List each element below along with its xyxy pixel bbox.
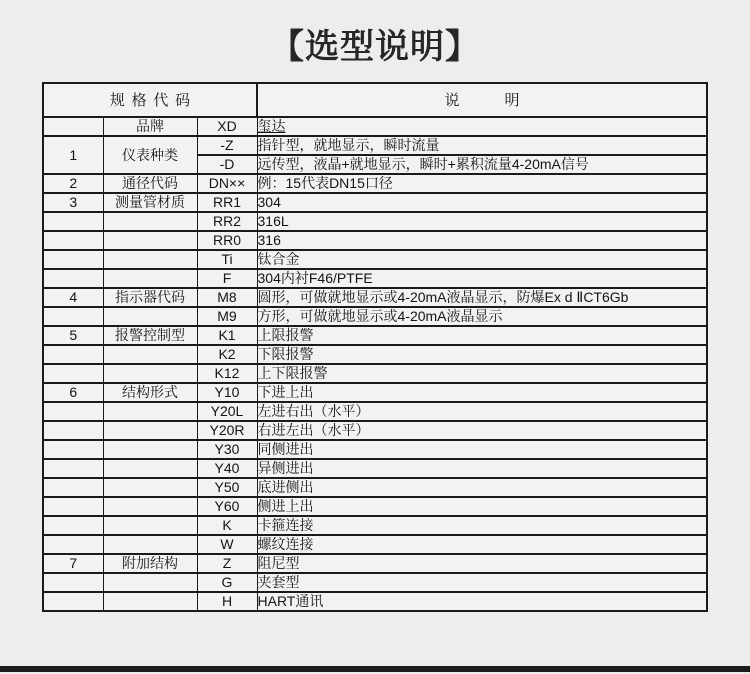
description-text: 远传型，液晶+就地显示，瞬时+累积流量4-20mA信号 (257, 156, 589, 172)
description-cell (257, 212, 707, 231)
group-number-cell (43, 535, 103, 554)
category-cell: 品牌 (103, 117, 197, 136)
description-cell (257, 174, 707, 193)
code-cell: M8 (197, 288, 257, 307)
description-text: 上限报警 (257, 327, 314, 343)
table-row (43, 326, 707, 345)
code-cell: F (197, 269, 257, 288)
code-cell: Y60 (197, 497, 257, 516)
description-text: 下限报警 (257, 346, 314, 362)
description-cell (257, 592, 707, 611)
code-cell: RR0 (197, 231, 257, 250)
table-row (43, 364, 707, 383)
category-cell (103, 421, 197, 440)
category-cell (103, 345, 197, 364)
category-cell: 仪表种类 (103, 136, 197, 174)
code-cell: G (197, 573, 257, 592)
category-cell (103, 573, 197, 592)
category-cell: 报警控制型 (103, 326, 197, 345)
table-row (43, 516, 707, 535)
table-row (43, 250, 707, 269)
description-cell (257, 193, 707, 212)
description-cell (257, 155, 707, 174)
description-text: 侧进上出 (257, 498, 314, 514)
description-text: 上下限报警 (257, 365, 328, 381)
description-header-label: 说明 (444, 91, 565, 109)
code-cell: RR1 (197, 193, 257, 212)
selection-spec-table (42, 82, 708, 612)
description-cell (257, 288, 707, 307)
code-cell: -Z (197, 136, 257, 155)
description-text: 304内衬F46/PTFE (257, 270, 373, 286)
category-cell (103, 402, 197, 421)
code-cell: Y40 (197, 459, 257, 478)
description-text: 圆形，可做就地显示或4-20mA液晶显示，防爆Ex d ⅡCT6Gb (257, 289, 629, 305)
group-number-cell (43, 478, 103, 497)
page-title-text: 【选型说明】 (270, 28, 480, 66)
description-cell (257, 478, 707, 497)
group-number-cell (43, 250, 103, 269)
table-row (43, 383, 707, 402)
code-cell: H (197, 592, 257, 611)
group-number-cell (43, 573, 103, 592)
code-cell: Ti (197, 250, 257, 269)
table-row (43, 459, 707, 478)
group-number-cell (43, 516, 103, 535)
group-number-cell (43, 307, 103, 326)
category-cell: 测量管材质 (103, 193, 197, 212)
group-number-cell: 4 (43, 288, 103, 307)
page-title (0, 26, 750, 68)
description-cell (257, 421, 707, 440)
group-number-cell (43, 440, 103, 459)
category-cell: 结构形式 (103, 383, 197, 402)
category-cell (103, 478, 197, 497)
description-text: 例：15代表DN15口径 (257, 175, 393, 191)
description-cell (257, 459, 707, 478)
table-row (43, 136, 707, 155)
description-text: 玺达 (257, 118, 286, 134)
table-row (43, 573, 707, 592)
group-number-cell (43, 497, 103, 516)
description-text: 卡箍连接 (257, 517, 314, 533)
category-cell (103, 459, 197, 478)
description-cell (257, 440, 707, 459)
group-number-cell: 5 (43, 326, 103, 345)
description-cell (257, 402, 707, 421)
table-row (43, 402, 707, 421)
description-text: 螺纹连接 (257, 536, 314, 552)
description-text: 316L (257, 213, 289, 229)
description-cell (257, 383, 707, 402)
category-cell (103, 516, 197, 535)
description-cell (257, 516, 707, 535)
table-row (43, 345, 707, 364)
description-cell (257, 326, 707, 345)
group-number-cell: 2 (43, 174, 103, 193)
group-number-cell (43, 117, 103, 136)
group-number-cell (43, 364, 103, 383)
table-row (43, 535, 707, 554)
group-number-cell: 1 (43, 136, 103, 174)
code-cell: DN×× (197, 174, 257, 193)
description-cell (257, 231, 707, 250)
description-cell (257, 573, 707, 592)
table-row (43, 288, 707, 307)
table-row (43, 193, 707, 212)
table-row (43, 307, 707, 326)
description-cell (257, 497, 707, 516)
group-number-cell (43, 592, 103, 611)
code-cell: Y20R (197, 421, 257, 440)
description-text: 316 (257, 232, 281, 248)
code-cell: Y20L (197, 402, 257, 421)
description-cell (257, 136, 707, 155)
code-cell: RR2 (197, 212, 257, 231)
spec-code-header-cell (43, 83, 257, 117)
description-text: 右进左出（水平） (257, 422, 370, 438)
category-cell (103, 364, 197, 383)
category-cell (103, 307, 197, 326)
table-row (43, 269, 707, 288)
table-header-row (43, 83, 707, 117)
code-cell: -D (197, 155, 257, 174)
category-cell: 通径代码 (103, 174, 197, 193)
code-cell: Y30 (197, 440, 257, 459)
table-row (43, 592, 707, 611)
code-cell: Y50 (197, 478, 257, 497)
description-cell (257, 535, 707, 554)
group-number-cell: 3 (43, 193, 103, 212)
table-row (43, 212, 707, 231)
description-text: 钛合金 (257, 251, 300, 267)
table-row (43, 440, 707, 459)
code-cell: K2 (197, 345, 257, 364)
code-cell: Y10 (197, 383, 257, 402)
description-text: 下进上出 (257, 384, 314, 400)
table-row (43, 497, 707, 516)
group-number-cell (43, 269, 103, 288)
description-text: 左进右出（水平） (257, 403, 370, 419)
category-cell (103, 269, 197, 288)
description-cell (257, 345, 707, 364)
spec-table-body (43, 117, 707, 611)
description-text: HART通讯 (257, 593, 324, 609)
bottom-divider-bar (0, 666, 750, 672)
category-cell (103, 535, 197, 554)
description-text: 方形，可做就地显示或4-20mA液晶显示 (257, 308, 503, 324)
category-cell (103, 497, 197, 516)
category-cell: 附加结构 (103, 554, 197, 573)
description-text: 异侧进出 (257, 460, 314, 476)
table-row (43, 421, 707, 440)
description-text: 同侧进出 (257, 441, 314, 457)
group-number-cell (43, 402, 103, 421)
description-cell (257, 554, 707, 573)
description-cell (257, 307, 707, 326)
category-cell (103, 231, 197, 250)
code-cell: K (197, 516, 257, 535)
category-cell: 指示器代码 (103, 288, 197, 307)
table-row (43, 478, 707, 497)
spec-code-header-label: 规格代码 (109, 91, 197, 109)
table-row (43, 231, 707, 250)
table-row (43, 117, 707, 136)
group-number-cell: 7 (43, 554, 103, 573)
description-text: 304 (257, 194, 281, 210)
group-number-cell (43, 345, 103, 364)
code-cell: W (197, 535, 257, 554)
description-text: 夹套型 (257, 574, 300, 590)
code-cell: K12 (197, 364, 257, 383)
description-text: 阻尼型 (257, 555, 300, 571)
group-number-cell (43, 231, 103, 250)
group-number-cell (43, 212, 103, 231)
selection-table-container (42, 82, 706, 612)
description-text: 指针型，就地显示，瞬时流量 (257, 137, 440, 153)
category-cell (103, 212, 197, 231)
code-cell: Z (197, 554, 257, 573)
group-number-cell (43, 459, 103, 478)
category-cell (103, 592, 197, 611)
category-cell (103, 250, 197, 269)
group-number-cell (43, 421, 103, 440)
description-cell (257, 269, 707, 288)
category-cell (103, 440, 197, 459)
description-header-cell (257, 83, 707, 117)
code-cell: XD (197, 117, 257, 136)
description-cell (257, 250, 707, 269)
group-number-cell: 6 (43, 383, 103, 402)
description-cell (257, 117, 707, 136)
description-text: 底进侧出 (257, 479, 314, 495)
code-cell: M9 (197, 307, 257, 326)
description-cell (257, 364, 707, 383)
table-row (43, 174, 707, 193)
code-cell: K1 (197, 326, 257, 345)
table-row (43, 554, 707, 573)
